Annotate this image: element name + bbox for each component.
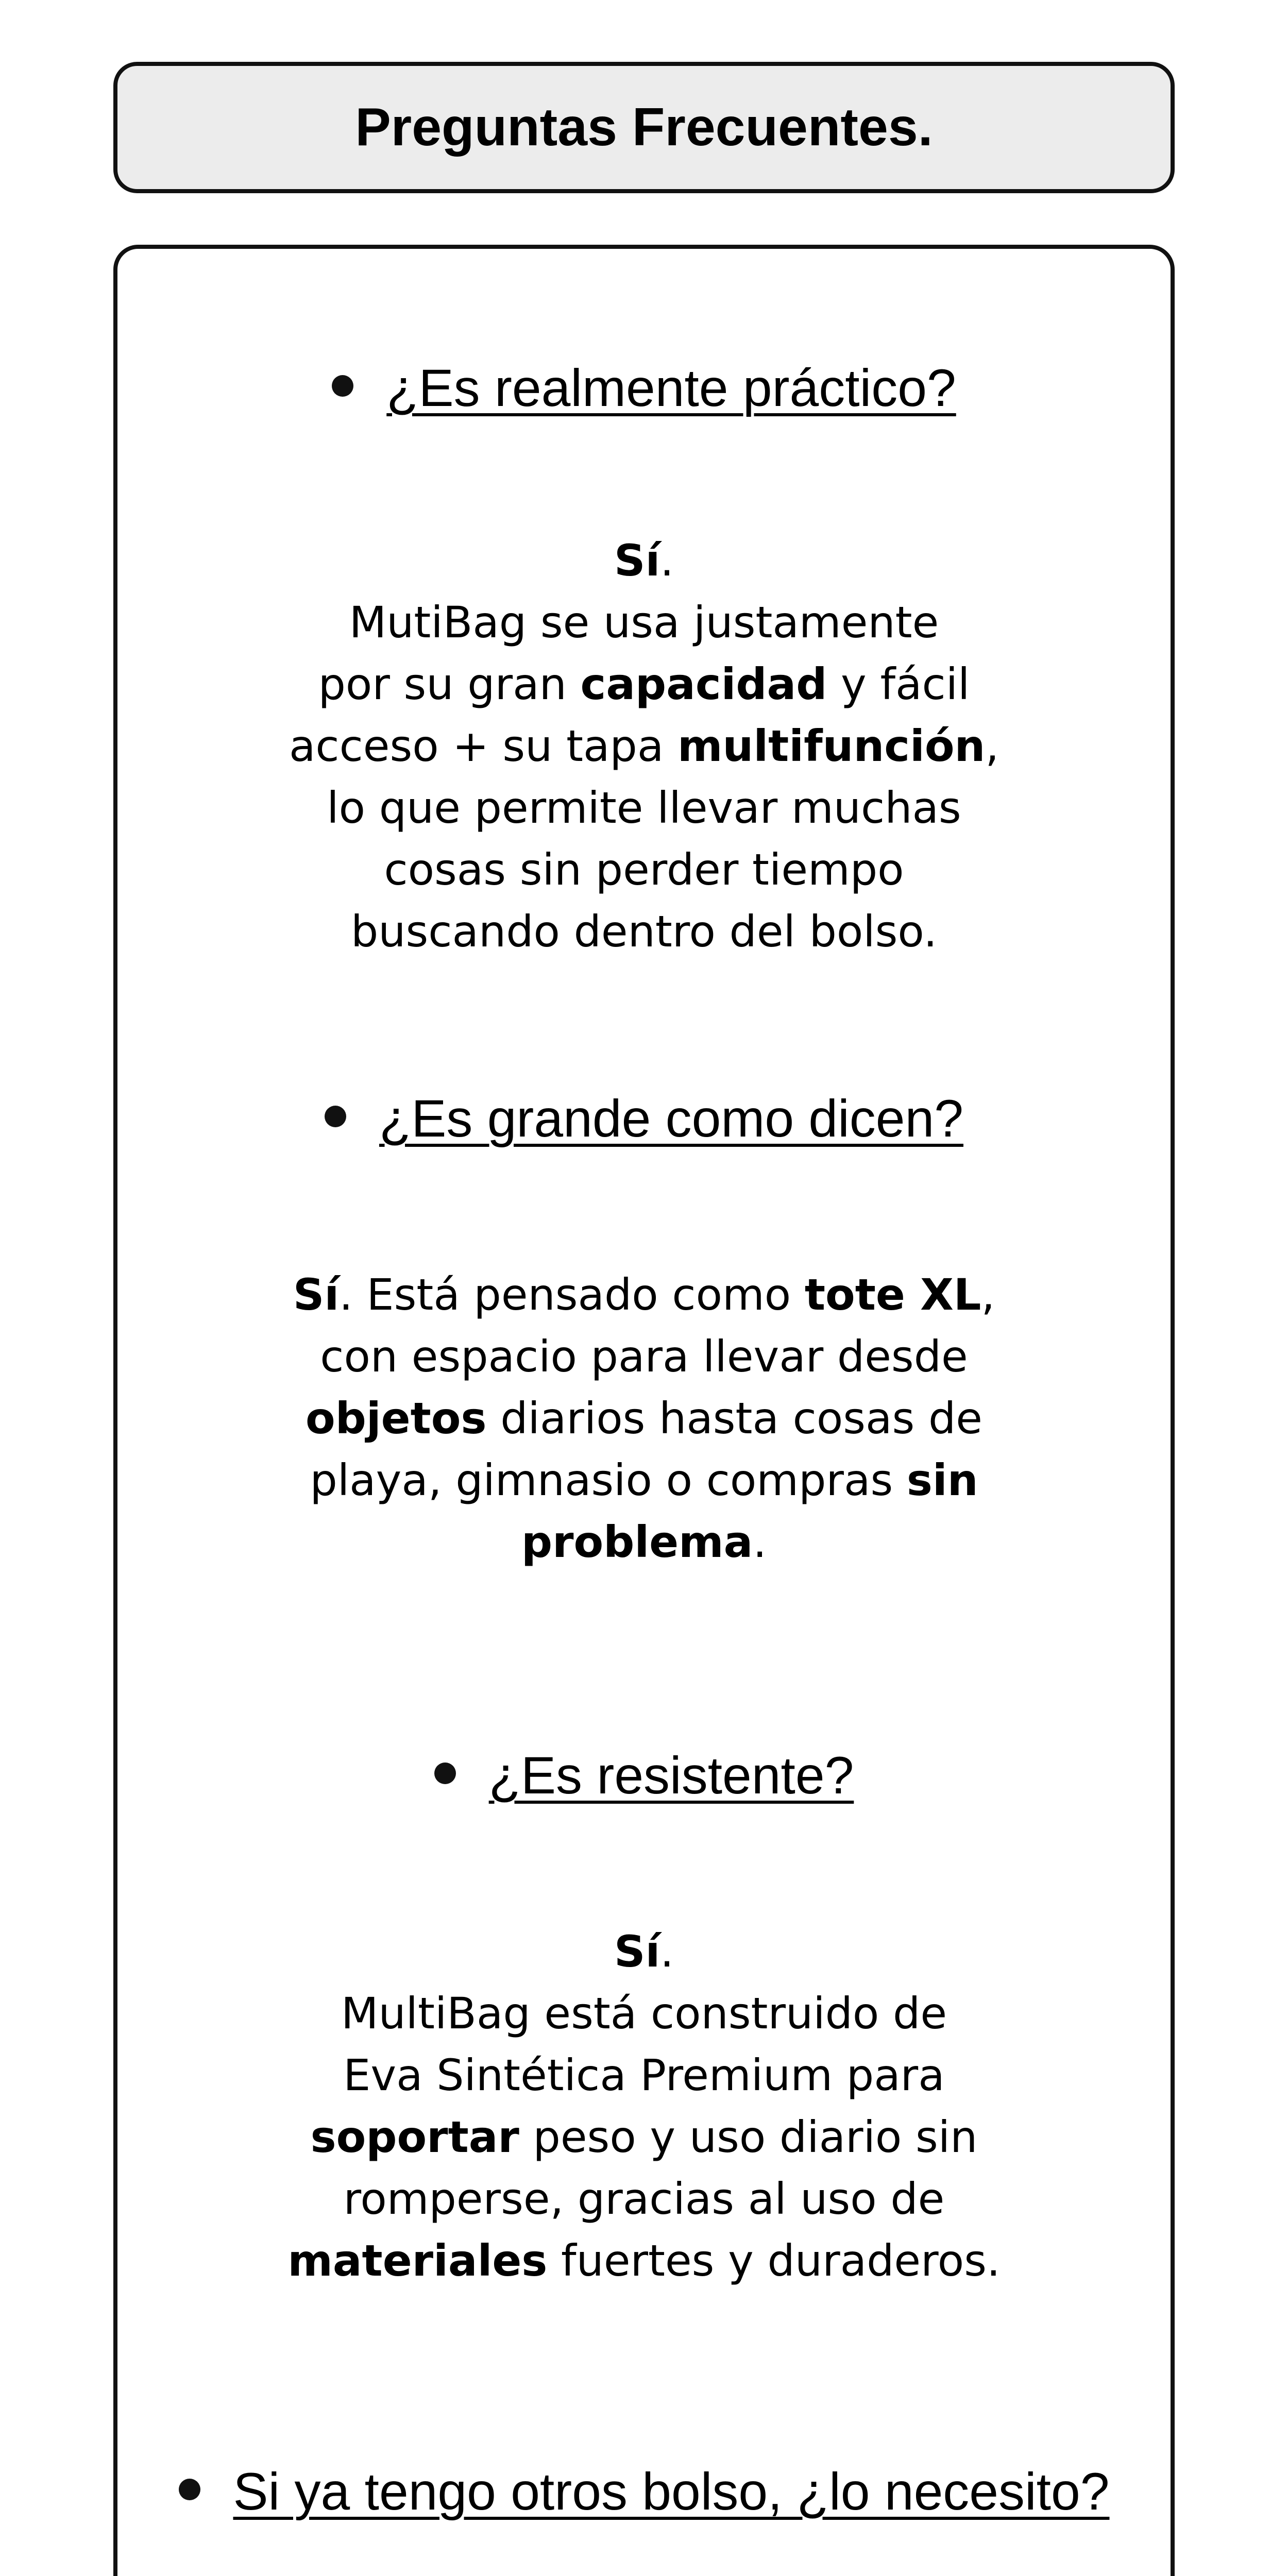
answer-bold-text: objetos: [306, 1393, 487, 1444]
answer-line: [117, 1511, 1171, 1573]
answer-text: por su gran: [318, 659, 581, 709]
answer-line: [117, 653, 1171, 715]
answer-text: playa, gimnasio o compras: [310, 1455, 907, 1505]
answer-text: buscando dentro del bolso.: [350, 906, 938, 957]
answer-line: [117, 1449, 1171, 1511]
answer-line: [117, 715, 1171, 777]
bullet-icon: [434, 1762, 456, 1784]
answer-text: MutiBag se usa justamente: [349, 597, 939, 648]
page-title: Preguntas Frecuentes.: [355, 97, 933, 157]
answer-bold-text: tote XL: [804, 1269, 981, 1320]
faq-answer-3: [117, 1921, 1171, 2292]
answer-text: acceso + su tapa: [289, 721, 678, 771]
answer-text: y fácil: [827, 659, 970, 709]
answer-line: [117, 2044, 1171, 2106]
answer-text: ,: [981, 1269, 995, 1320]
faq-question-4[interactable]: Si ya tengo otros bolso, ¿lo necesito?: [117, 2462, 1171, 2522]
answer-text: fuertes y duraderos.: [547, 2235, 1001, 2286]
answer-bold-text: Sí: [293, 1269, 340, 1320]
faq-question-1[interactable]: ¿Es realmente práctico?: [117, 358, 1171, 418]
answer-line: [117, 1326, 1171, 1387]
answer-text: Eva Sintética Premium para: [343, 2050, 945, 2100]
answer-line: [117, 839, 1171, 901]
answer-text: diarios hasta cosas de: [486, 1393, 982, 1444]
answer-text: lo que permite llevar muchas: [327, 783, 961, 833]
answer-text: romperse, gracias al uso de: [343, 2174, 945, 2224]
answer-text: MultiBag está construido de: [341, 1988, 947, 2039]
answer-line: [117, 2106, 1171, 2168]
answer-line: [117, 1921, 1171, 1982]
answer-text: cosas sin perder tiempo: [384, 844, 904, 895]
answer-bold-text: capacidad: [580, 659, 827, 709]
bullet-icon: [325, 1106, 346, 1127]
bullet-icon: [179, 2479, 200, 2500]
faq-answer-1: [117, 530, 1171, 962]
answer-bold-text: Sí: [614, 535, 660, 586]
answer-text: .: [753, 1517, 767, 1567]
faq-panel: [113, 245, 1175, 2576]
answer-text: con espacio para llevar desde: [320, 1331, 968, 1382]
answer-line: [117, 591, 1171, 653]
answer-text: .: [660, 535, 674, 586]
answer-text: .: [660, 1926, 674, 1977]
answer-text: peso y uso diario sin: [519, 2112, 978, 2162]
faq-question-3[interactable]: ¿Es resistente?: [117, 1745, 1171, 1806]
answer-bold-text: sin: [906, 1455, 978, 1505]
answer-line: [117, 1264, 1171, 1326]
answer-line: [117, 777, 1171, 839]
answer-bold-text: soportar: [310, 2112, 519, 2162]
answer-line: [117, 2168, 1171, 2230]
faq-question-2[interactable]: ¿Es grande como dicen?: [117, 1089, 1171, 1149]
answer-bold-text: problema: [521, 1517, 753, 1567]
answer-bold-text: multifunción: [677, 721, 986, 771]
answer-bold-text: materiales: [287, 2235, 548, 2286]
answer-line: [117, 1982, 1171, 2044]
answer-bold-text: Sí: [614, 1926, 660, 1977]
answer-line: [117, 2230, 1171, 2292]
faq-answer-2: [117, 1264, 1171, 1573]
faq-title-box: [113, 62, 1175, 193]
answer-text: ,: [985, 721, 999, 771]
answer-text: . Está pensado como: [339, 1269, 805, 1320]
answer-line: [117, 530, 1171, 591]
bullet-icon: [332, 375, 353, 397]
answer-line: [117, 901, 1171, 962]
answer-line: [117, 1387, 1171, 1449]
